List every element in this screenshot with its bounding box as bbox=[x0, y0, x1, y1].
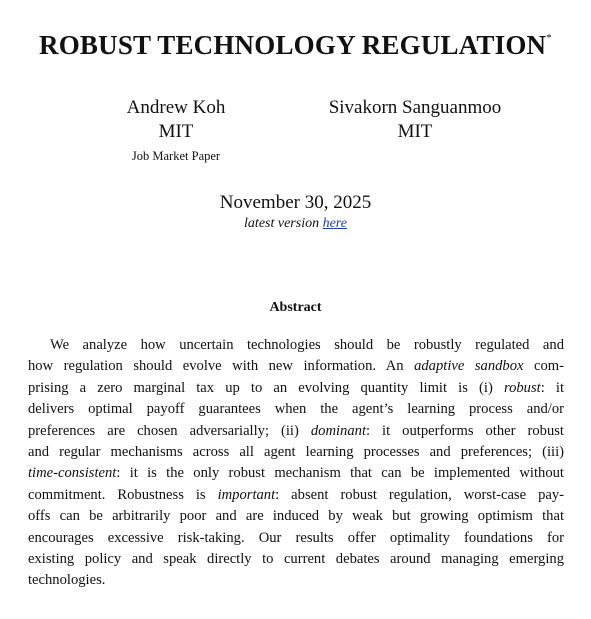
paper-title bbox=[0, 30, 591, 61]
abstract-line: time-consistent: it is the only robust mechanism that can be implemented without bbox=[28, 465, 564, 482]
abstract-heading: Abstract bbox=[269, 300, 322, 315]
author-name: Sivakorn Sanguanmoo bbox=[328, 97, 502, 118]
abstract-emphasis: dominant bbox=[310, 422, 366, 439]
abstract-line: delivers optimal payoff guarantees when the agent’s learning process and/or bbox=[28, 401, 564, 418]
abstract-line: existing policy and speak directly to current debates around managing emerging bbox=[28, 551, 564, 568]
abstract-line: and regular mechanisms across all agent learning processes and preferences; (iii) bbox=[28, 444, 564, 461]
abstract-line: encourages excessive risk-taking. Our results offer optimality foundations for bbox=[28, 529, 564, 546]
title-footnote-mark[interactable]: * bbox=[546, 32, 552, 44]
author-affiliation: MIT bbox=[158, 121, 194, 142]
abstract-line: We analyze how uncertain technologies should be robustly regulated and bbox=[50, 337, 564, 353]
abstract-line: commitment. Robustness is important: absent robust regulation, worst-case pay- bbox=[28, 486, 564, 503]
abstract-emphasis: robust bbox=[503, 379, 541, 396]
abstract-emphasis: adaptive sandbox bbox=[414, 358, 524, 375]
abstract-line: offs can be arbitrarily poor and are induced by weak but growing optimism that bbox=[28, 508, 564, 525]
latest-version-text: latest version bbox=[244, 216, 323, 231]
latest-version-line bbox=[0, 216, 591, 232]
abstract-line: preferences are chosen adversarially; (ii) dominant: it outperforms other robust bbox=[28, 422, 564, 439]
author-affiliation: MIT bbox=[397, 121, 433, 142]
abstract-line: prising a zero marginal tax up to an evolving quantity limit is (i) robust: it bbox=[28, 379, 564, 396]
abstract-emphasis: time-consistent bbox=[28, 465, 117, 482]
paper-date: November 30, 2025 bbox=[219, 192, 372, 213]
author-block-1 bbox=[100, 96, 252, 164]
author-name: Andrew Koh bbox=[126, 97, 226, 118]
abstract-emphasis: important bbox=[217, 486, 276, 503]
paper-title-text: ROBUST TECHNOLOGY REGULATION bbox=[39, 30, 547, 60]
abstract-line: how regulation should evolve with new information. An adaptive sandbox com- bbox=[28, 358, 564, 375]
abstract-line: technologies. bbox=[28, 572, 106, 589]
latest-version-link[interactable]: here bbox=[322, 216, 347, 231]
author-block-2 bbox=[300, 96, 530, 144]
author-note: Job Market Paper bbox=[131, 149, 221, 163]
abstract-body bbox=[28, 335, 564, 592]
